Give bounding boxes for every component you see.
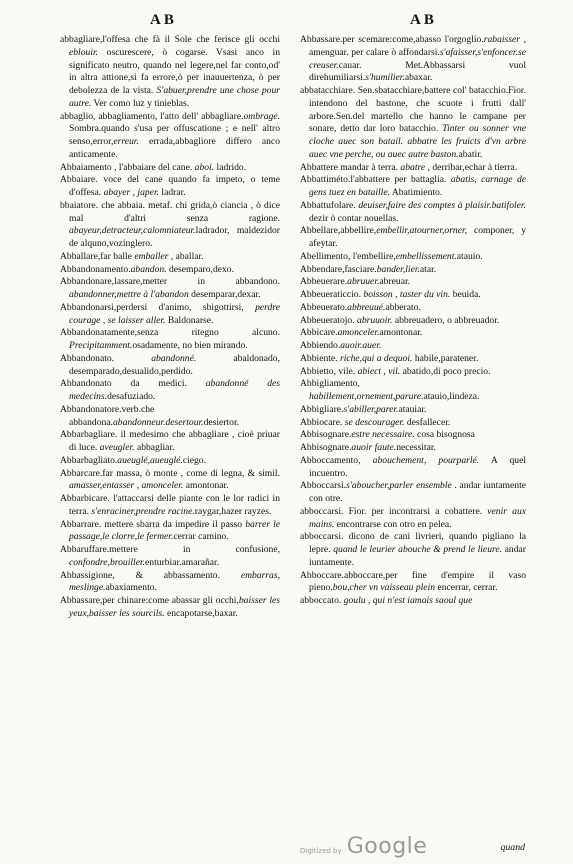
dictionary-entry: Abbarcare.far massa, ò monte , come di legna, & simil. amasser,entasser , amonceler. amontonar. xyxy=(60,467,280,492)
dictionary-entry: abboccarsi. dicono de cani livrieri, quando pigliano la lepre. quand le leurier abouche & prend le lieure. andar iuntamente. xyxy=(300,531,526,568)
dictionary-entry: Abellimento, l'embellire,embellissement.atauio. xyxy=(300,250,483,262)
dictionary-entry: Abbigliare.s'abiller,parer.atauiar. xyxy=(300,403,427,415)
dictionary-entry: Abbiendo.auoir.auer. xyxy=(300,340,382,351)
dictionary-entry: Abbisognare.auoir faute.necessitar. xyxy=(300,442,436,453)
dictionary-entry: Abboccare.abboccare,per fine d'empire il vaso pieno.bou,cher vn vaisseau plein encerrar, cerrar. xyxy=(300,569,526,594)
running-head-left: AB xyxy=(150,12,177,28)
dictionary-entry: Abboccarsi.s'aboucher,parler ensemble . andar iuntamente con otre. xyxy=(300,480,526,504)
dictionary-entry: Abbattufolare. deuiser,faire des comptes à plaisir.batifoler. dezir ò contar nouellas. xyxy=(300,199,526,224)
dictionary-entry: Abbiente. riche,qui a dequoi. habile,paratener. xyxy=(300,352,479,364)
dictionary-entry: Abbarrare. mettere sbarra da impedire il passo barrer le passage,le clorre,le fermer.cerrar camino. xyxy=(60,518,280,543)
dictionary-entry: Abbigliamento, habillement,ornement,parure.atauio,lindeza. xyxy=(300,378,480,402)
dictionary-entry: Abbassare.per scemare:come,abasso l'orgoglio.rabaisser , amenguar. per calare ò affondarsi.s'afaisser,s'enfoncer.se creuser.cauar. Met.Abbassarsi vuol direhumiliarsi.s'humilier.abaxar. xyxy=(300,34,527,84)
running-head-right: AB xyxy=(410,12,437,28)
dictionary-entry: Abbandonatamente,senza ritegno alcuno. Precipitamment.osadamente, no bien mirando. xyxy=(60,327,280,351)
dictionary-entry: Abbassare,per chinare:come abassar gli occhi,baisser les yeux,baisser les sourcils. encapotarse,baxar. xyxy=(60,595,280,619)
dictionary-entry: Abbarbagliato.aueuglé,aueuglé.ciego. xyxy=(60,454,207,466)
right-column xyxy=(300,34,526,608)
dictionary-entry: Abbaiare. voce del cane quando fa impeto, o teme d'offesa. abayer , japer. ladrar. xyxy=(60,174,280,198)
catchword: quand xyxy=(500,842,525,853)
dictionary-entry: Abbendare,fasciare.bander,lier.atar. xyxy=(300,263,437,275)
dictionary-entry: Abboccamento, abouchement, pourparlé. A quel incuentro. xyxy=(300,454,526,479)
dictionary-entry: Abbaruffare.mettere in confusione, confondre,brouiller.enturbiar.amarañar. xyxy=(60,544,280,568)
dictionary-entry: bbaiatore. che abbaia. metaf. chi grida,ò ciancia , ò dice mal d'altri senza ragione. abayeur,detracteur,calomniateur.ladrador, maldezidor de alquno,vozinglero. xyxy=(60,199,280,249)
dictionary-entry: Abbietto, vile. abiect , vil. abatido,di poco precio. xyxy=(300,365,491,377)
dictionary-entry: Abbarbagliare. il medesimo che abbagliare , cioè priuar di luce. aveugler. abbagliar. xyxy=(60,429,280,453)
dictionary-entry: Abballare,far balle emballer , aballar. xyxy=(60,250,204,262)
dictionary-entry: Abbisognare.estre necessaire. cosa bisognosa xyxy=(300,429,475,441)
left-column xyxy=(60,34,280,621)
dictionary-entry: Abbeuerare.abruuer.abreuar. xyxy=(300,276,411,288)
dictionary-entry: abbaglio, abbagliamento, l'atto dell' abbagliare.ombrage. Sombra.quando s'usa per offuscatione ; e nell' altro senso,error,erreur. errada,abbagliore differo anco anticamente. xyxy=(60,110,280,160)
dictionary-entry: Abbattiméto.l'abbattere per battaglia. abatis, carnage de gens tuez en bataille. Abatimiento. xyxy=(300,174,526,198)
dictionary-entry: Abbandonarsi,perdersi d'animo, sbigottirsi, perdre courage , se laisser aller. Baldonarse. xyxy=(60,301,280,326)
dictionary-entry: Abbandonamento.abandon. desemparo,dexo. xyxy=(60,263,234,275)
dictionary-entry: Abbellare,abbellire,embellir,atourner,orner, componer, y afeytar. xyxy=(300,225,526,249)
dictionary-entry: Abbiocare. se descourager. desfallecer. xyxy=(300,416,451,428)
dictionary-entry: Abbandonatore.verb.che abbandona.abandonneur.desertour.desiertor. xyxy=(60,403,240,428)
dictionary-entry: abbatacchiare. Sen.sbatacchiare,battere col' batacchio.Fior. intendono del bastone, che scuote i frutti dall' arbore.Sen.del martello che hanno le campane per sonare, detto dar loro batacchio. Tinter ou sonner vne cloche auec son batail. abbatre les fruicts d'vn arbre auec vne perche, ou auec autre baston.abatir. xyxy=(300,85,526,160)
digitized-by-text: Digitized by xyxy=(300,847,342,855)
dictionary-entry: Abbeuerato.abbreuué.abberato. xyxy=(300,301,421,313)
dictionary-entry: Abbandonato da medici. abandonné des medecins.desafuziado. xyxy=(60,378,280,402)
dictionary-entry: Abbeueraticcio. boisson , taster du vin. beuida. xyxy=(300,289,481,300)
dictionary-entry: abboccato. goulu , qui n'est iamais saoul que xyxy=(300,595,473,606)
dictionary-entry: Abbeueratojo. abruuoir. abbreuadero, o abbreuador. xyxy=(300,314,500,326)
google-logo: Google xyxy=(346,834,428,859)
dictionary-entry: Abbarbicare. l'attaccarsi delle piante con le lor radici in terra. s'enraciner,prendre racine.raygar,hazer rayzes. xyxy=(60,493,280,517)
dictionary-entry: Abbassigione, & abbassamento. embarras, meslinge.abaxiamento. xyxy=(60,569,280,594)
dictionary-entry: Abbandonare,lassare,metter in abbandono. abandonner,mettre à l'abandon desemparar,dexar. xyxy=(60,276,280,300)
dictionary-entry: Abbaiamento , l'abbaiare del cane. aboi. ladrido. xyxy=(60,161,247,173)
dictionary-entry: Abbicare.amonceler.amontonar. xyxy=(300,327,423,339)
dictionary-entry: Abbattere mandar à terra. abatre , derribar,echar à tierra. xyxy=(300,161,518,173)
dictionary-entry: abbagliare,l'offesa che fà il Sole che ferisce gli occhi eblouir. oscurescere, ò cogarse. Vsasi anco in significato neutro, quando nel legere,nel far conto,od' in altra attione,si fa errore,ò per inauuertenza, ò per debolezza de la vista. S'abuer,prendre une chose pour autre. Ver como luz y tinieblas. xyxy=(60,34,281,109)
dictionary-entry: Abbandonato. abandonné. abaldonado, desemparado,desualido,perdido. xyxy=(60,352,280,377)
digitization-watermark xyxy=(300,834,427,859)
dictionary-entry: abboccarsi. Fior. per incontrarsi a cobattere. venir aux mains. encontrarse con otro en pelea. xyxy=(300,505,526,530)
